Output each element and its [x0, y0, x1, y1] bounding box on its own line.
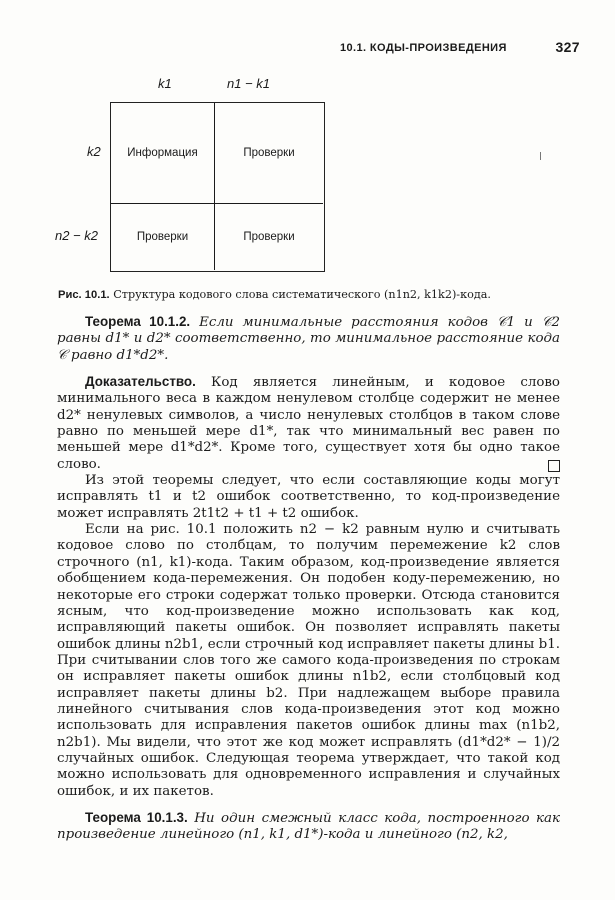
caption-text: Структура кодового слова систематического (n1n2, k1k2)-кода.	[113, 288, 491, 301]
checks-cell-top-right: Проверки	[215, 103, 323, 204]
proof-label: Доказательство.	[85, 374, 196, 390]
theorem-10-1-3	[57, 810, 560, 844]
page-number: 327	[555, 39, 580, 55]
running-header	[340, 39, 580, 55]
theorem-text: Ни один смежный класс кода, построенного как произведение линейного (n1, k1, d1*)-кода и линейного (n2, k2,	[57, 810, 560, 843]
checks-cell-bottom-left: Проверки	[111, 204, 215, 270]
row-label-k2: k2	[87, 144, 101, 159]
info-cell: Информация	[111, 103, 215, 204]
qed-box-icon	[548, 460, 560, 472]
figure-caption	[58, 288, 578, 301]
codeword-grid	[110, 102, 325, 272]
checks-cell-bottom-right: Проверки	[243, 231, 295, 243]
theorem-10-1-2	[57, 314, 560, 364]
theorem-text: Если минимальные расстояния кодов 𝒞1 и 𝒞2 равны d1* и d2* соответственно, то минимальное расстояние кода 𝒞 равно d1*d2*.	[57, 315, 561, 363]
caption-label: Рис. 10.1.	[58, 289, 110, 301]
proof-text: Код является линейным, и кодовое слово минимального веса в каждом ненулевом столбце содержит не менее d2* ненулевых символов, а число ненулевых столбцов в таком слове равно по меньшей мере d1*, так что минимальный вес равен по меньшей мере d1*d2*. Кроме того, существует хотя бы одно такое слово.	[57, 375, 560, 472]
scan-mark	[540, 152, 541, 160]
paragraph-2: Если на рис. 10.1 положить n2 − k2 равным нулю и считывать кодовое слово по столбцам, то получим перемежение k2 слов строчного (n1, k1)-кода. Таким образом, код-произведение является обобщением кода-перемежения. Он подобен коду-перемежению, но некоторые его строки содержат только проверки. Отсюда становится ясным, что код-произведение можно использовать как код, исправляющий пакеты ошибок. Он позволяет исправлять пакеты ошибок длины n2b1, если строчный код исправляет пакеты длины b1. При считывании слов того же самого кода-произведения по строкам он исправляет пакеты ошибок длины n1b2, если столбцовый код исправляет пакеты длины b2. При надлежащем выборе правила линейного считывания слов кода-произведения этот код можно использовать для исправления пакетов ошибок длины max (n1b2, n2b1). Мы видели, что этот же код может исправлять (d1*d2* − 1)/2 случайных ошибок. Следующая теорема утверждает, что такой код можно использовать для одновременного исправления и случайных ошибок, и их пакетов.	[57, 522, 560, 799]
body-text	[57, 314, 560, 844]
figure-10-1	[55, 70, 315, 285]
col-label-n1-k1: n1 − k1	[227, 76, 271, 91]
theorem-label: Теорема 10.1.3.	[85, 809, 188, 825]
theorem-label: Теорема 10.1.2.	[85, 314, 191, 329]
paragraph-1: Из этой теоремы следует, что если составляющие коды могут исправлять t1 и t2 ошибок соответственно, то код-произведение может исправлять 2t1t2 + t1 + t2 ошибок.	[57, 473, 560, 521]
proof-paragraph	[57, 374, 560, 473]
row-label-n2-k2: n2 − k2	[55, 228, 99, 243]
col-label-k1: k1	[158, 76, 172, 91]
running-title: 10.1. КОДЫ-ПРОИЗВЕДЕНИЯ	[340, 42, 507, 54]
